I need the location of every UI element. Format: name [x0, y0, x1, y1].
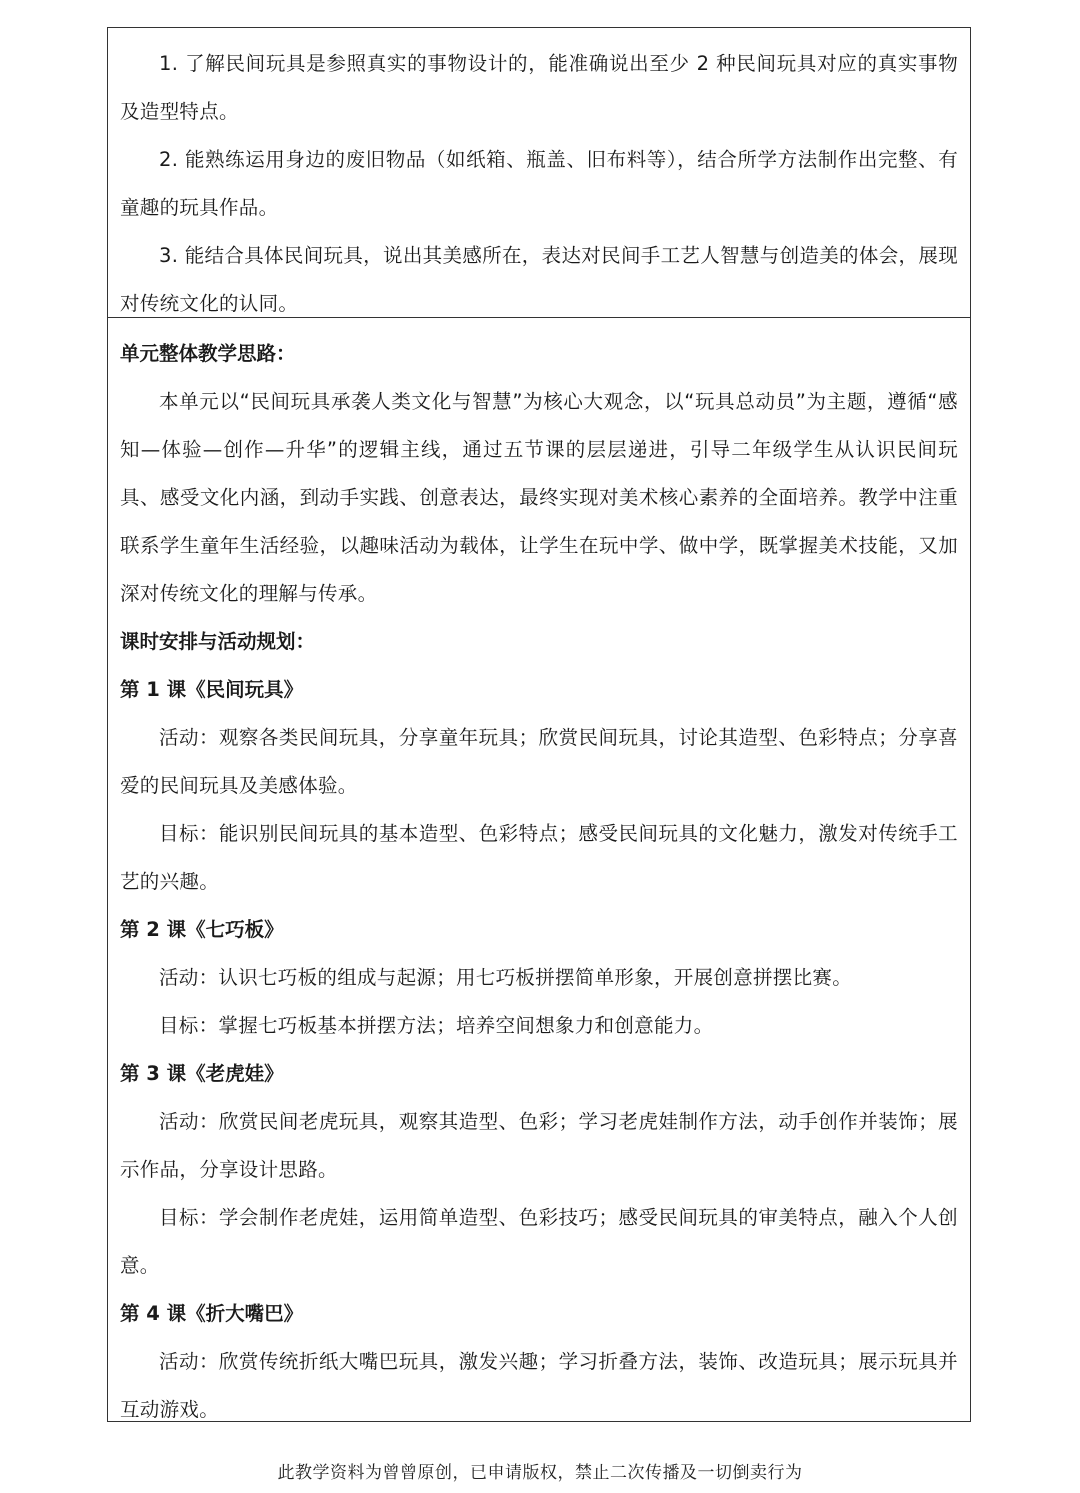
lesson-1-title: 第 1 课《民间玩具》	[120, 678, 304, 701]
lesson-plan-table	[107, 27, 971, 1422]
overall-approach-body: 本单元以“民间玩具承袭人类文化与智慧”为核心大观念，以“玩具总动员”为主题，遵循“感知—体验—创作—升华”的逻辑主线，通过五节课的层层递进，引导二年级学生从认识民间玩具、感受文化内涵，到动手实践、创意表达，最终实现对美术核心素养的全面培养。教学中注重联系学生童年生活经验，以趣味活动为载体，让学生在玩中学、做中学，既掌握美术技能，又加深对传统文化的理解与传承。	[120, 390, 958, 605]
goal-item-3: 3. 能结合具体民间玩具，说出其美感所在，表达对民间手工艺人智慧与创造美的体会，展现对传统文化的认同。	[120, 244, 958, 315]
goal-item-2: 2. 能熟练运用身边的废旧物品（如纸箱、瓶盖、旧布料等），结合所学方法制作出完整、有童趣的玩具作品。	[120, 148, 958, 219]
lesson-2-activity: 活动：认识七巧板的组成与起源；用七巧板拼摆简单形象，开展创意拼摆比赛。	[159, 966, 853, 989]
goal-item-1: 1. 了解民间玩具是参照真实的事物设计的，能准确说出至少 2 种民间玩具对应的真实事物及造型特点。	[120, 52, 958, 123]
learning-goals-cell	[108, 28, 970, 318]
copyright-footer: 此教学资料为曾曾原创，已申请版权，禁止二次传播及一切倒卖行为	[277, 1463, 803, 1483]
lesson-3-activity: 活动：欣赏民间老虎玩具，观察其造型、色彩；学习老虎娃制作方法，动手创作并装饰；展示作品，分享设计思路。	[120, 1110, 958, 1181]
lesson-3-goal: 目标：学会制作老虎娃，运用简单造型、色彩技巧；感受民间玩具的审美特点，融入个人创意。	[120, 1206, 958, 1277]
lesson-2-title: 第 2 课《七巧板》	[120, 918, 284, 941]
lesson-4-activity: 活动：欣赏传统折纸大嘴巴玩具，激发兴趣；学习折叠方法，装饰、改造玩具；展示玩具并互动游戏。	[120, 1350, 958, 1421]
lesson-2-goal: 目标：掌握七巧板基本拼摆方法；培养空间想象力和创意能力。	[159, 1014, 714, 1037]
lesson-3-title: 第 3 课《老虎娃》	[120, 1062, 284, 1085]
schedule-heading: 课时安排与活动规划：	[120, 630, 316, 653]
lesson-1-activity: 活动：观察各类民间玩具，分享童年玩具；欣赏民间玩具，讨论其造型、色彩特点；分享喜爱的民间玩具及美感体验。	[120, 726, 958, 797]
lesson-1-goal: 目标：能识别民间玩具的基本造型、色彩特点；感受民间玩具的文化魅力，激发对传统手工艺的兴趣。	[120, 822, 958, 893]
teaching-plan-cell	[108, 318, 970, 1421]
lesson-4-title: 第 4 课《折大嘴巴》	[120, 1302, 304, 1325]
overall-approach-heading: 单元整体教学思路：	[120, 342, 296, 365]
